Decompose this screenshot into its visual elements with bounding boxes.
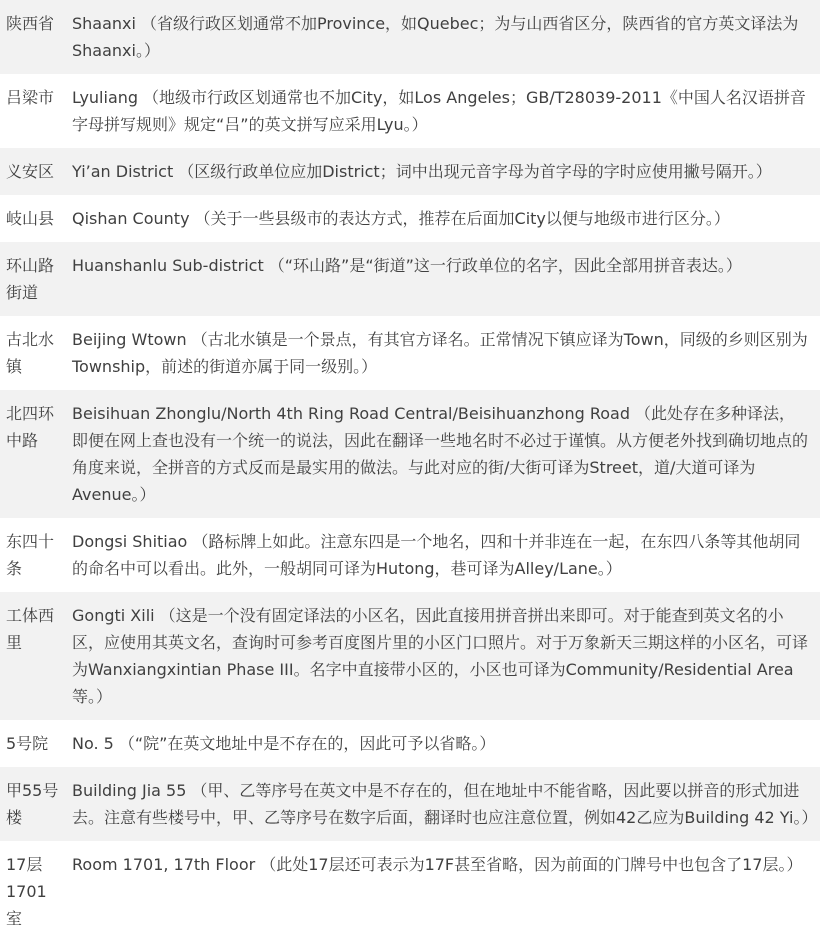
english-translation: Shaanxi [72,14,136,33]
table-row [0,316,820,390]
english-translation: Dongsi Shitiao [72,532,188,551]
explanation-note: （“院”在英文地址中是不存在的，因此可予以省略。） [118,734,496,753]
table-row [0,74,820,148]
table-row [0,720,820,767]
chinese-term-cell: 古北水镇 [6,330,55,376]
english-translation: Room 1701, 17th Floor [72,855,256,874]
english-translation: Huanshanlu Sub-district [72,256,264,275]
table-row [0,242,820,316]
translation-cell [72,205,820,232]
table-row [0,767,820,841]
translation-cell [72,777,820,831]
table-row [0,518,820,592]
english-translation: Beisihuan Zhonglu/North 4th Ring Road Central/Beisihuanzhong Road [72,404,630,423]
table-row [0,148,820,195]
chinese-term-cell: 义安区 [6,162,55,181]
chinese-term-cell: 东四十条 [6,532,55,578]
english-translation: Yi’an District [72,162,174,181]
table-row [0,592,820,720]
explanation-note: （地级市行政区划通常也不加City，如Los Angeles；GB/T28039-2011《中国人名汉语拼音字母拼写规则》规定“吕”的英文拼写应采用Lyu。） [72,88,806,134]
translation-cell [72,602,820,710]
table-row [0,195,820,242]
chinese-term-cell: 岐山县 [6,209,55,228]
explanation-note: （这是一个没有固定译法的小区名，因此直接用拼音拼出来即可。对于能查到英文名的小区，应使用其英文名，查询时可参考百度图片里的小区门口照片。对于万象新天三期这样的小区名，可译为Wanxiangxintian Phase III。名字中直接带小区的，小区也可译为Community/Residential Area等。） [72,606,809,706]
explanation-note: （关于一些县级市的表达方式，推荐在后面加City以便与地级市进行区分。） [194,209,730,228]
english-translation: Qishan County [72,209,190,228]
english-translation: Gongti Xili [72,606,155,625]
english-translation: No. 5 [72,734,114,753]
explanation-note: （此处存在多种译法，即便在网上查也没有一个统一的说法，因此在翻译一些地名时不必过于谨慎。从方便老外找到确切地点的角度来说，全拼音的方式反而是最实用的做法。与此对应的街/大街可译为Street，道/大道可译为Avenue。） [72,404,809,504]
table-row [0,841,820,927]
translation-cell [72,400,820,508]
explanation-note: （甲、乙等序号在英文中是不存在的，但在地址中不能省略，因此要以拼音的形式加进去。注意有些楼号中，甲、乙等序号在数字后面，翻译时也应注意位置，例如42乙应为Building 42 Yi。） [72,781,818,827]
table-row [0,390,820,518]
chinese-term-cell: 陕西省 [6,14,55,33]
translation-cell [72,158,820,185]
translation-cell [72,10,820,64]
chinese-term-cell: 北四环中路 [6,404,55,450]
chinese-term-cell: 工体西里 [6,606,55,652]
explanation-note: （区级行政单位应加District；词中出现元音字母为首字母的字时应使用撇号隔开。） [178,162,772,181]
translation-cell [72,84,820,138]
chinese-term-cell: 17层1701室 [6,855,47,927]
explanation-note: （路标牌上如此。注意东四是一个地名，四和十并非连在一起，在东四八条等其他胡同的命名中可以看出。此外，一般胡同可译为Hutong，巷可译为Alley/Lane。） [72,532,801,578]
chinese-term-cell: 5号院 [6,734,49,753]
table-row [0,0,820,74]
english-translation: Lyuliang [72,88,139,107]
explanation-note: （古北水镇是一个景点，有其官方译名。正常情况下镇应译为Town，同级的乡则区别为Township，前述的街道亦属于同一级别。） [72,330,808,376]
chinese-term-cell: 吕梁市 [6,88,55,107]
translation-cell [72,528,820,582]
translation-cell [72,326,820,380]
english-translation: Building Jia 55 [72,781,187,800]
explanation-note: （省级行政区划通常不加Province，如Quebec；为与山西省区分，陕西省的官方英文译法为Shaanxi。） [72,14,799,60]
translation-cell [72,730,820,757]
english-translation: Beijing Wtown [72,330,187,349]
explanation-note: （此处17层还可表示为17F甚至省略，因为前面的门牌号中也包含了17层。） [260,855,803,874]
chinese-term-cell: 甲55号楼 [6,781,59,827]
translation-cell [72,252,820,279]
chinese-term-cell: 环山路街道 [6,256,55,302]
translation-cell [72,851,820,878]
explanation-note: （“环山路”是“街道”这一行政单位的名字，因此全部用拼音表达。） [268,256,742,275]
